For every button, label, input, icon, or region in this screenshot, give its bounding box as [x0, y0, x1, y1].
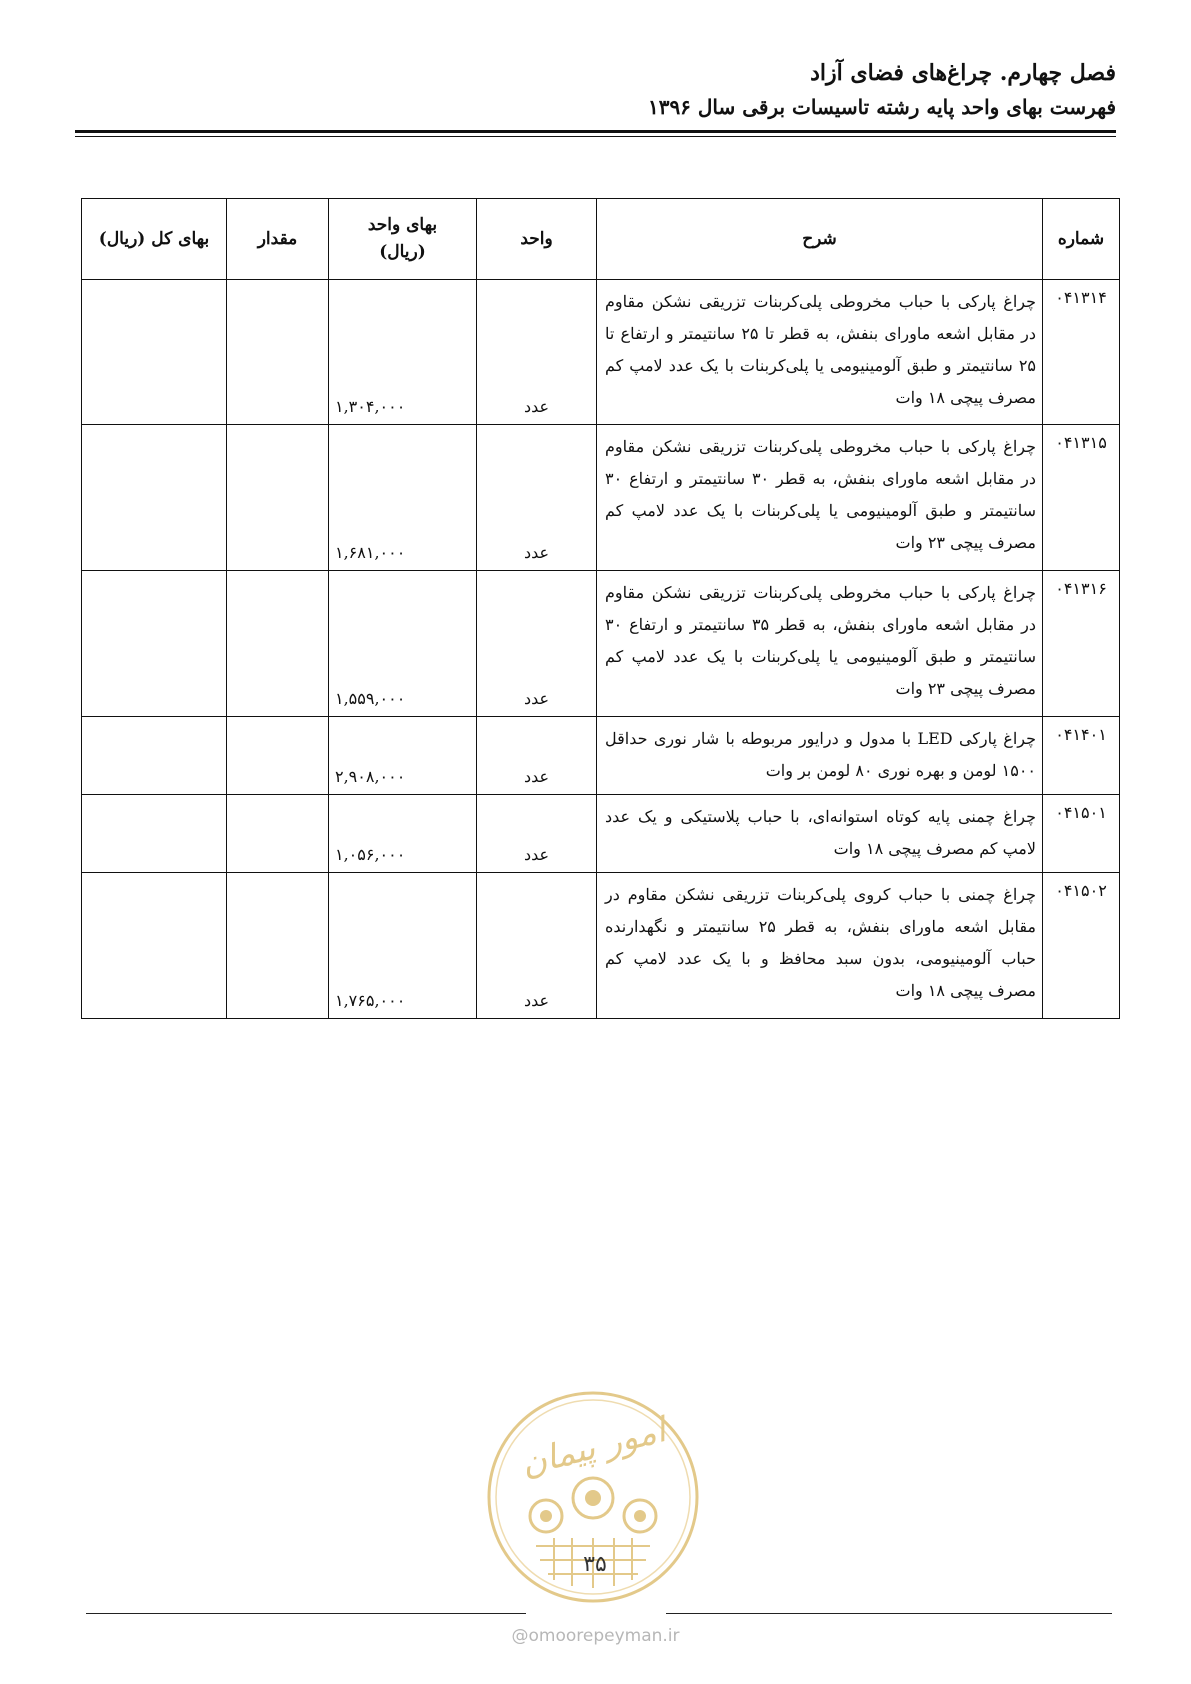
- item-total-price: [82, 873, 227, 1019]
- item-unit: عدد: [477, 280, 597, 425]
- website-watermark: @omoorepeyman.ir: [511, 1626, 680, 1646]
- item-total-price: [82, 795, 227, 873]
- item-code: ۰۴۱۵۰۱: [1043, 795, 1120, 873]
- item-unit: عدد: [477, 717, 597, 795]
- footer-divider-right: [666, 1613, 1112, 1614]
- chapter-title: فصل چهارم. چراغ‌های فضای آزاد: [810, 60, 1116, 86]
- item-code: ۰۴۱۳۱۴: [1043, 280, 1120, 425]
- item-quantity: [227, 795, 329, 873]
- item-quantity: [227, 717, 329, 795]
- table-row: [82, 280, 1120, 425]
- item-unit: عدد: [477, 795, 597, 873]
- col-header-unit-price-label: بهای واحد: [367, 215, 438, 235]
- item-total-price: [82, 280, 227, 425]
- item-unit-price: ۲,۹۰۸,۰۰۰: [329, 717, 477, 795]
- table-row: [82, 425, 1120, 571]
- table-header-row: [82, 199, 1120, 280]
- item-description: چراغ پارکی با حباب مخروطی پلی‌کربنات تزریقی نشکن مقاوم در مقابل اشعه ماورای بنفش، به قطر تا ۲۵ سانتیمتر و ارتفاع تا ۲۵ سانتیمتر و طبق آلومینیومی یا پلی‌کربنات با یک عدد لامپ کم مصرف پیچی ۱۸ وات: [597, 280, 1043, 425]
- item-quantity: [227, 280, 329, 425]
- item-code: ۰۴۱۵۰۲: [1043, 873, 1120, 1019]
- price-list-title: فهرست بهای واحد پایه رشته تاسیسات برقی سال ۱۳۹۶: [647, 95, 1116, 119]
- col-header-unit-price: [329, 199, 477, 280]
- item-unit: عدد: [477, 571, 597, 717]
- item-quantity: [227, 425, 329, 571]
- col-header-unit: واحد: [477, 199, 597, 280]
- item-unit-price: ۱,۷۶۵,۰۰۰: [329, 873, 477, 1019]
- page-number: ۳۵: [583, 1552, 607, 1577]
- header-rule-thick: [75, 130, 1116, 133]
- price-list-table: [81, 198, 1120, 1019]
- footer-divider-left: [86, 1613, 526, 1614]
- table-row: [82, 717, 1120, 795]
- col-header-number: شماره: [1043, 199, 1120, 280]
- item-code: ۰۴۱۳۱۵: [1043, 425, 1120, 571]
- item-description: چراغ پارکی با حباب مخروطی پلی‌کربنات تزریقی نشکن مقاوم در مقابل اشعه ماورای بنفش، به قطر ۳۰ سانتیمتر و ارتفاع ۳۰ سانتیمتر و طبق آلومینیومی یا پلی‌کربنات با یک عدد لامپ کم مصرف پیچی ۲۳ وات: [597, 425, 1043, 571]
- col-header-quantity: مقدار: [227, 199, 329, 280]
- table-row: [82, 795, 1120, 873]
- item-total-price: [82, 425, 227, 571]
- item-unit-price: ۱,۵۵۹,۰۰۰: [329, 571, 477, 717]
- item-unit-price: ۱,۰۵۶,۰۰۰: [329, 795, 477, 873]
- col-header-description: شرح: [597, 199, 1043, 280]
- item-unit-price: ۱,۶۸۱,۰۰۰: [329, 425, 477, 571]
- item-total-price: [82, 717, 227, 795]
- table-row: [82, 873, 1120, 1019]
- col-header-unit-price-currency: (ریال): [379, 242, 426, 262]
- item-total-price: [82, 571, 227, 717]
- item-unit-price: ۱,۳۰۴,۰۰۰: [329, 280, 477, 425]
- header-rule-thin: [75, 136, 1116, 137]
- item-unit: عدد: [477, 425, 597, 571]
- item-code: ۰۴۱۳۱۶: [1043, 571, 1120, 717]
- svg-text:امور پیمان: امور پیمان: [517, 1410, 670, 1485]
- item-description: چراغ پارکی با حباب مخروطی پلی‌کربنات تزریقی نشکن مقاوم در مقابل اشعه ماورای بنفش، به قطر ۳۵ سانتیمتر و ارتفاع ۳۰ سانتیمتر و طبق آلومینیومی یا پلی‌کربنات با یک عدد لامپ کم مصرف پیچی ۲۳ وات: [597, 571, 1043, 717]
- page-header: [76, 56, 1116, 124]
- item-quantity: [227, 873, 329, 1019]
- item-quantity: [227, 571, 329, 717]
- item-code: ۰۴۱۴۰۱: [1043, 717, 1120, 795]
- item-description: چراغ چمنی پایه کوتاه استوانه‌ای، با حباب پلاستیکی و یک عدد لامپ کم مصرف پیچی ۱۸ وات: [597, 795, 1043, 873]
- item-description: چراغ پارکی LED با مدول و درایور مربوطه با شار نوری حداقل ۱۵۰۰ لومن و بهره نوری ۸۰ لومن بر وات: [597, 717, 1043, 795]
- table-row: [82, 571, 1120, 717]
- col-header-total-price: بهای کل (ریال): [82, 199, 227, 280]
- item-description: چراغ چمنی با حباب کروی پلی‌کربنات تزریقی نشکن مقاوم در مقابل اشعه ماورای بنفش، به قطر ۲۵ سانتیمتر و نگهدارنده حباب آلومینیومی، بدون سبد محافظ و با یک عدد لامپ کم مصرف پیچی ۱۸ وات: [597, 873, 1043, 1019]
- item-unit: عدد: [477, 873, 597, 1019]
